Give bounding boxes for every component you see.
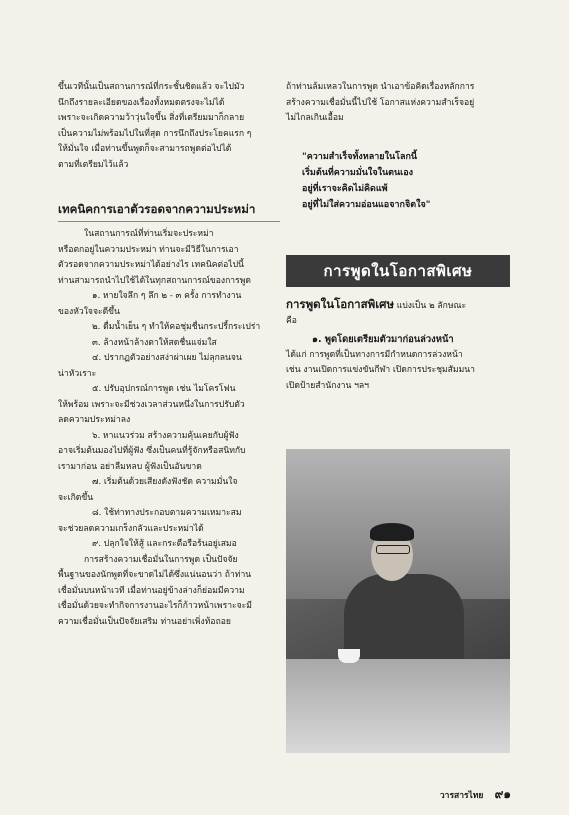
- page-number: ๙๑: [494, 787, 511, 801]
- list-item-text: จะเกิดขึ้น: [58, 492, 94, 503]
- list-item-text: พื้นฐานของนักพูดที่จะขาดไม่ได้ซึ่งแน่นอนว่า ถ้าท่าน: [58, 570, 252, 580]
- quote-line: อยู่ที่ไม่ใส่ความอ่อนแอจากจิตใจ": [302, 199, 431, 210]
- text-line: ได้แก่ การพูดที่เป็นทางการมีกำหนดการล่วงหน้า: [286, 349, 463, 360]
- list-item-text: น่าหัวเราะ: [58, 368, 97, 379]
- right-intro: [286, 80, 510, 127]
- text-line: สร้างความเชื่อมั่นนี้ไปใช้ โอกาสแห่งความสำเร็จอยู่: [286, 97, 475, 108]
- text-line: ให้มั่นใจ เมื่อท่านขึ้นพูดก็จะสามารถพูดต่อไปได้: [58, 144, 232, 154]
- list-item: [58, 537, 280, 630]
- list-item: [58, 320, 280, 336]
- page-footer: [440, 785, 511, 804]
- photo-table: [286, 659, 510, 753]
- text-line: เช่น งานเปิดการแข่งขันกีฬา เปิดการประชุมสัมมนา: [286, 365, 475, 375]
- quote-line: อยู่ที่เราจะคิดไม่คิดแพ้: [302, 183, 388, 194]
- list-item-text: การสร้างความเชื่อมั่นในการพูด เป็นปัจจัย: [84, 554, 238, 565]
- text-line: นึกถึงรายละเอียดของเรื่องทั้งหมดตรงจะไม่ได้: [58, 97, 225, 108]
- text-line: ขึ้นเวทีนั้นเป็นสถานการณ์ที่กระชั้นชิดแล้ว จะไปมัว: [58, 82, 245, 92]
- tips-list: [58, 289, 280, 630]
- section-intro: [58, 227, 280, 289]
- list-item-text: ๗. เริ่มต้นด้วยเสียงดังฟังชัด ความมั่นใจ: [92, 477, 238, 487]
- subheading: [286, 297, 510, 330]
- list-item-text: ให้พร้อม เพราะจะมีช่วงเวลาส่วนหนึ่งในการปรับตัว: [58, 399, 245, 410]
- subsection-title: ๑. พูดโดยเตรียมตัวมาก่อนล่วงหน้า: [312, 333, 454, 345]
- speaker-photo: [286, 449, 510, 753]
- text-line: ตามที่เตรียมไว้แล้ว: [58, 159, 129, 170]
- subheading-title: การพูดในโอกาสพิเศษ: [286, 296, 395, 311]
- list-item-text: ความเชื่อมั่นเป็นปัจจัยเสริม ท่านอย่าเพิ่งท้อถอย: [58, 616, 231, 627]
- list-item-text: เชื่อมั่นบนหน้าเวที เมื่อท่านอยู่ข้างล่างก็ย่อมมีความ: [58, 585, 245, 596]
- pull-quote: [302, 149, 510, 213]
- list-item-text: เชื่อมั่นด้วยจะทำกิจการงานอะไรก็ก้าวหน้าเพราะจะมี: [58, 601, 252, 611]
- text-line: เพราะจะเกิดความว้าวุ่นใจขึ้น สิ่งที่เตรียมมาก็กลาย: [58, 113, 245, 123]
- photo-person-glasses: [376, 545, 410, 554]
- list-item: [58, 506, 280, 537]
- left-intro: [58, 80, 280, 173]
- list-item: [58, 351, 280, 382]
- text-line: หรือตกอยู่ในความประหม่า ท่านจะมีวิธีในการเอา: [58, 244, 239, 255]
- list-item: [58, 429, 280, 476]
- right-column: [286, 80, 510, 394]
- text-line: ในสถานการณ์ที่ท่านเริ่มจะประหม่า: [84, 229, 214, 239]
- photo-person-hair: [370, 523, 414, 541]
- magazine-logo: วารสารไทย: [439, 791, 484, 801]
- list-item-text: ๖. หาแนวร่วม สร้างความคุ้นเคยกับผู้ฟัง: [92, 430, 239, 441]
- list-item-text: ๙. ปลุกใจให้สู้ และกระตือรือร้นอยู่เสมอ: [92, 539, 237, 549]
- list-item-text: ๑. หายใจลึก ๆ ลึก ๒ - ๓ ครั้ง การทำงาน: [92, 291, 242, 301]
- quote-line: "ความสำเร็จทั้งหลายในโลกนี้: [302, 151, 418, 162]
- list-item-text: ๔. ปรากฏตัวอย่างสง่าผ่าเผย ไม่ลุกลนจน: [92, 353, 242, 363]
- section-banner: การพูดในโอกาสพิเศษ: [286, 255, 510, 287]
- text-line: เป็นความไม่พร้อมไปในที่สุด การนึกถึงประโยคแรก ๆ: [58, 128, 252, 139]
- section-title: เทคนิคการเอาตัวรอดจากความประหม่า: [58, 201, 280, 222]
- list-item-text: ของหัวใจจะดีขึ้น: [58, 306, 120, 317]
- list-item-text: ๒. ดื่มน้ำเย็น ๆ ทำให้คอชุ่มชื่นกระปรี้กระเปร่า: [92, 322, 261, 332]
- list-item-text: ๕. ปรับอุปกรณ์การพูด เช่น ไมโครโฟน: [92, 384, 236, 394]
- text-line: ท่านสามารถนำไปใช้ได้ในทุกสถานการณ์ของการพูด: [58, 275, 251, 286]
- list-item: [58, 336, 280, 352]
- left-column: [58, 80, 280, 630]
- list-item: [58, 475, 280, 506]
- list-item-text: ๓. ล้างหน้าล้างตาให้สดชื่นแจ่มใส: [92, 337, 217, 348]
- text-line: ไม่ไกลเกินเอื้อม: [286, 113, 344, 123]
- list-item-text: อาจเริ่มต้นมองไปที่ผู้ฟัง ซึ่งเป็นคนที่รู้จักหรือสนิทกับ: [58, 446, 246, 456]
- text-line: คือ: [286, 316, 297, 326]
- list-item-text: จะช่วยลดความเกร็งกลัวและประหม่าได้: [58, 523, 204, 534]
- list-item-text: ลดความประหม่าลง: [58, 415, 131, 425]
- list-item-text: เรามาก่อน อย่าลืมหลบ ผู้ฟังเป็นอันขาด: [58, 461, 202, 472]
- list-item: [58, 382, 280, 429]
- list-item-text: ๘. ใช้ท่าทางประกอบตามความเหมาะสม: [92, 508, 242, 518]
- subheading-note: แบ่งเป็น ๒ ลักษณะ: [396, 300, 467, 311]
- quote-line: เริ่มต้นที่ความมั่นใจในตนเอง: [302, 167, 414, 178]
- text-line: เปิดป้ายสำนักงาน ฯลฯ: [286, 380, 369, 391]
- text-line: ถ้าท่านล้มเหลวในการพูด นำเอาข้อคิดเรื่องหลักการ: [286, 82, 475, 92]
- photo-cup: [338, 649, 360, 663]
- text-line: ตัวรอดจากความประหม่าได้อย่างไร เทคนิคต่อไปนี้: [58, 260, 244, 270]
- subsection-body: [286, 348, 510, 395]
- list-item: [58, 289, 280, 320]
